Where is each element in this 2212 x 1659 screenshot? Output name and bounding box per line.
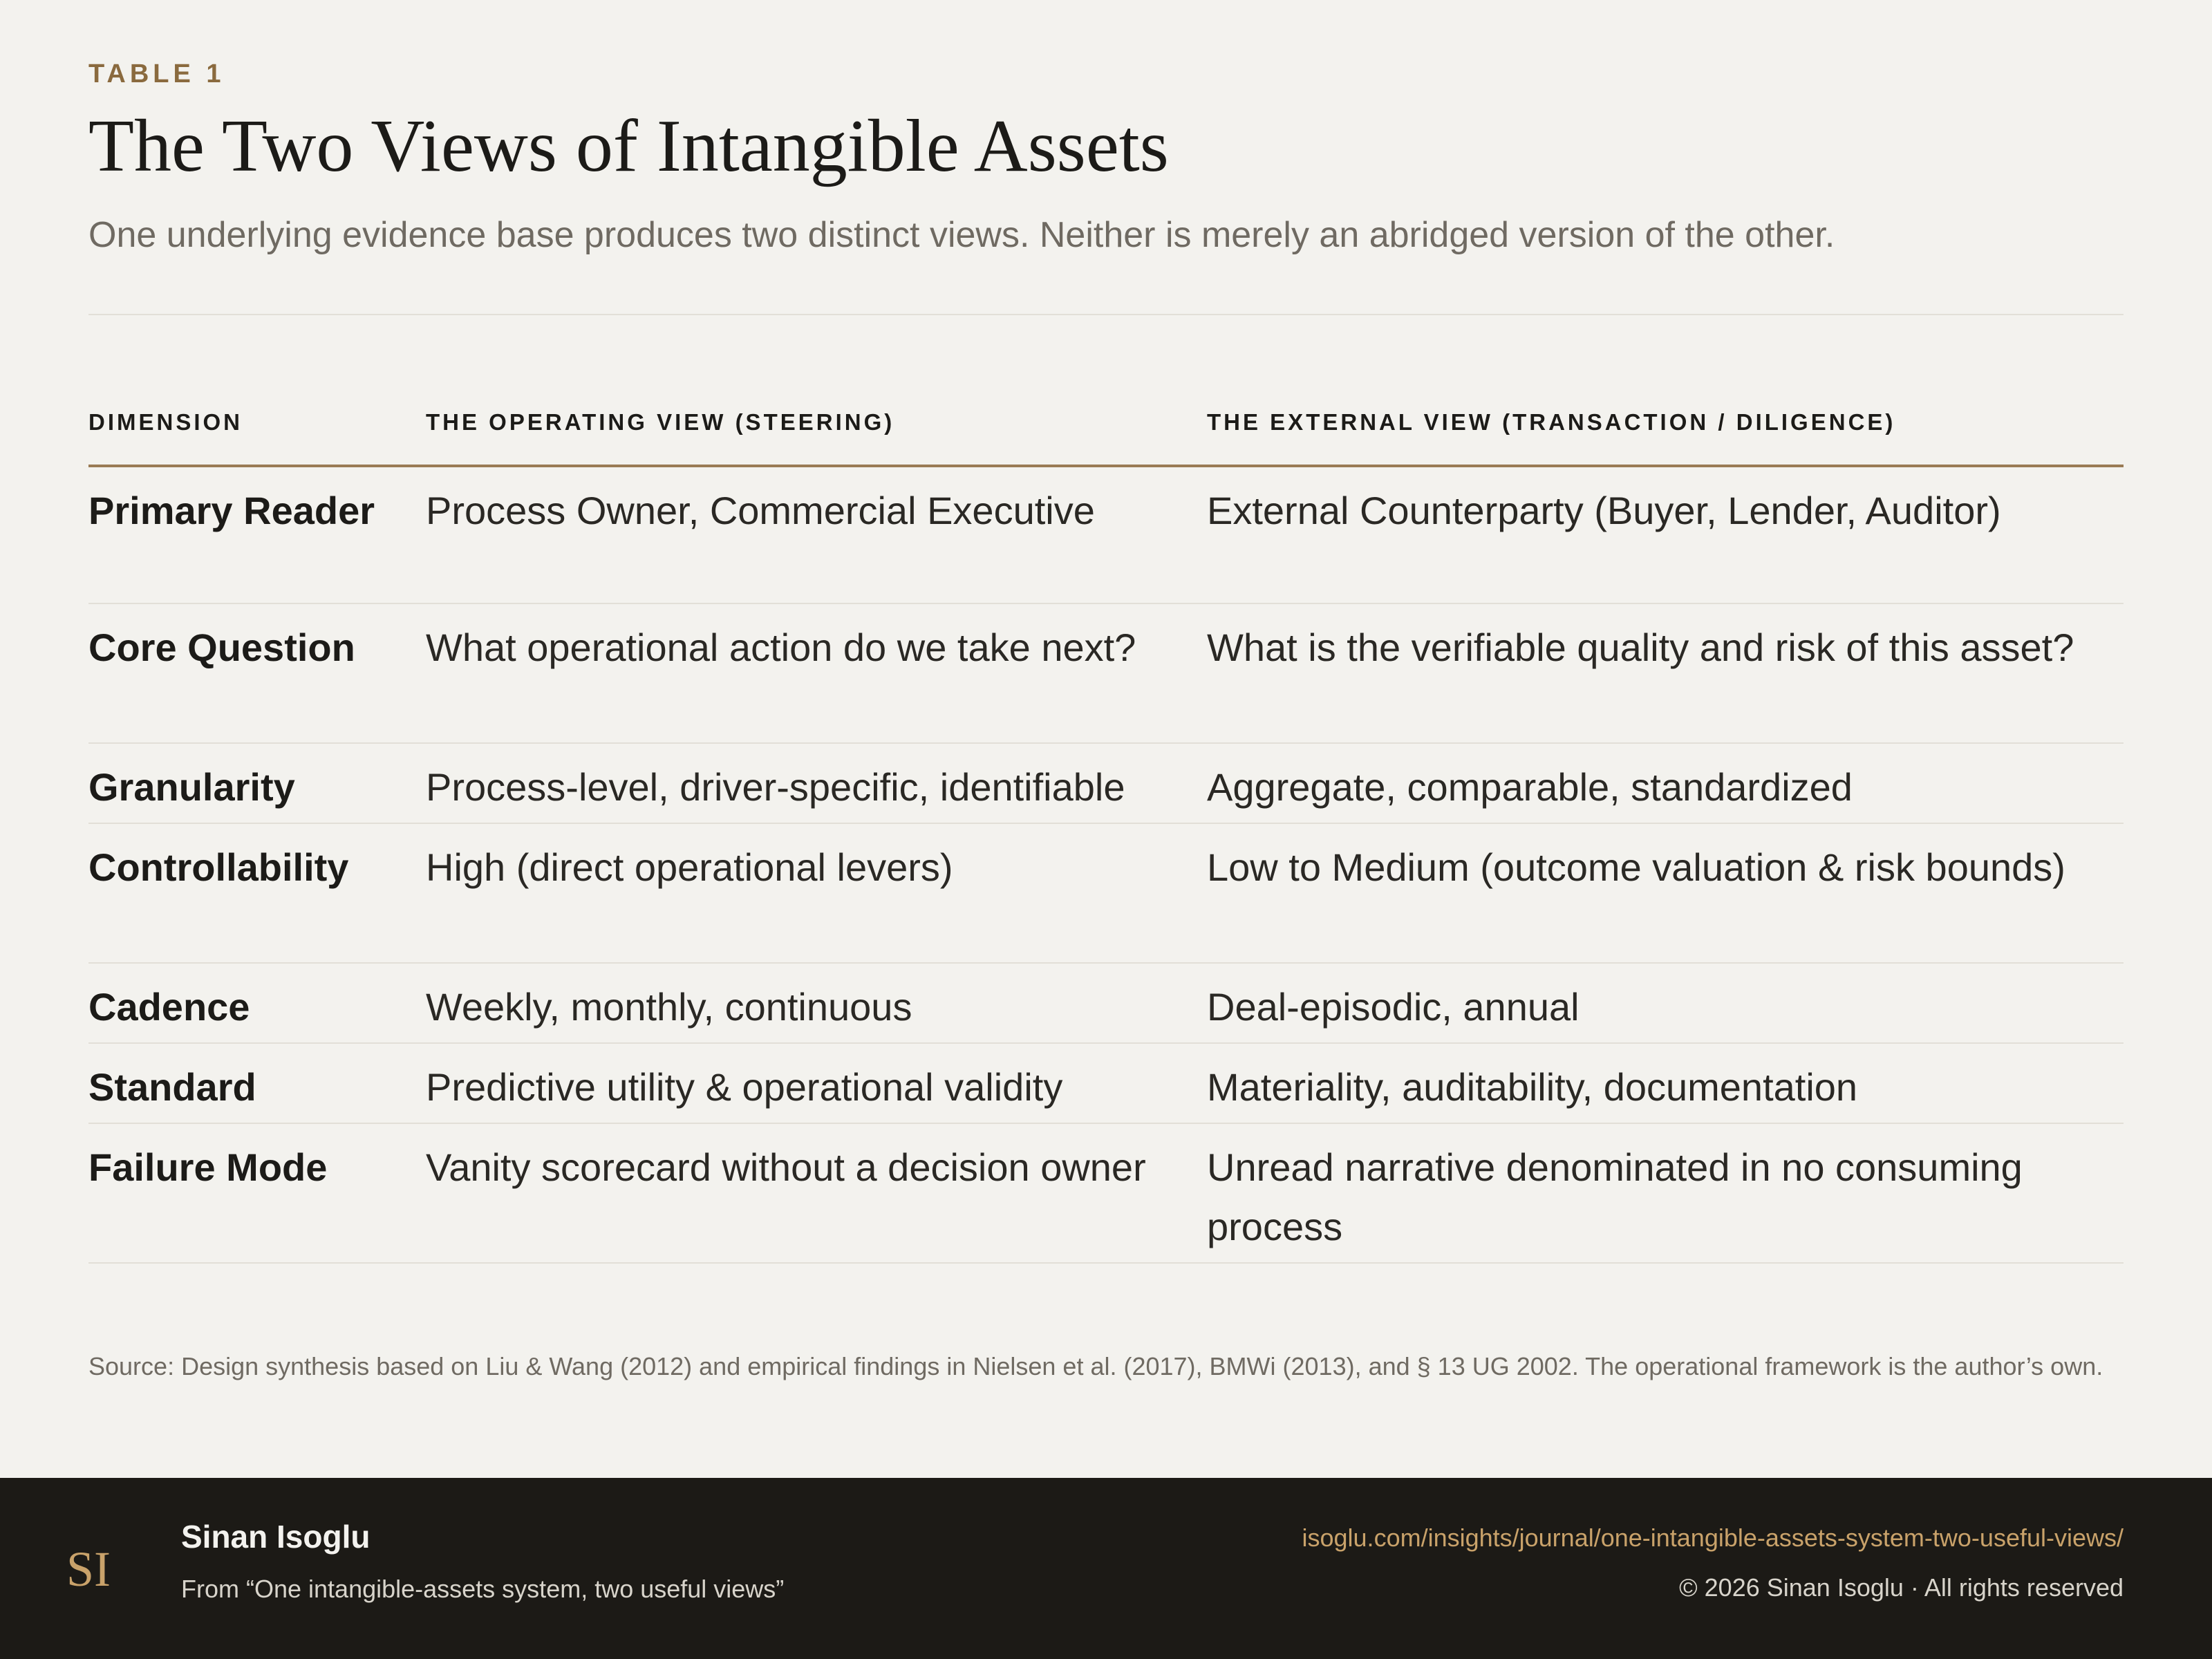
table-row bbox=[88, 467, 2124, 604]
row-dimension: Controllability bbox=[88, 845, 349, 889]
table-header bbox=[88, 409, 2124, 467]
footer bbox=[0, 1478, 2212, 1659]
table-row bbox=[88, 1124, 2124, 1264]
source-note: Source: Design synthesis based on Liu & Wang (2012) and empirical findings in Nielsen et al. (2017), BMWi (2013), and § 13 UG 2002. The operational framework is the author’s own. bbox=[88, 1352, 2103, 1380]
table-row bbox=[88, 964, 2124, 1044]
row-operating: Process Owner, Commercial Executive bbox=[426, 489, 1095, 532]
copyright: © 2026 Sinan Isoglu · All rights reserved bbox=[1679, 1573, 2124, 1602]
row-operating: High (direct operational levers) bbox=[426, 845, 953, 889]
table-body bbox=[88, 467, 2124, 1264]
row-external: Deal-episodic, annual bbox=[1207, 985, 1580, 1029]
page-subtitle: One underlying evidence base produces two distinct views. Neither is merely an abridged version of the other. bbox=[88, 215, 1835, 255]
row-external: Low to Medium (outcome valuation & risk bounds) bbox=[1207, 845, 2065, 889]
column-header-dimension: DIMENSION bbox=[88, 409, 243, 435]
row-dimension: Standard bbox=[88, 1065, 256, 1109]
row-operating: Predictive utility & operational validity bbox=[426, 1065, 1063, 1109]
row-dimension: Cadence bbox=[88, 985, 250, 1029]
row-dimension: Failure Mode bbox=[88, 1145, 328, 1189]
row-operating: Weekly, monthly, continuous bbox=[426, 985, 912, 1029]
article-reference: From “One intangible-assets system, two useful views” bbox=[181, 1575, 785, 1603]
table-label: TABLE 1 bbox=[88, 59, 225, 88]
logo-text: SI bbox=[66, 1541, 111, 1595]
row-dimension: Primary Reader bbox=[88, 489, 375, 532]
column-header-external-view: THE EXTERNAL VIEW (TRANSACTION / DILIGENCE) bbox=[1207, 409, 1896, 435]
column-header-operating-view: THE OPERATING VIEW (STEERING) bbox=[426, 409, 895, 435]
row-external: External Counterparty (Buyer, Lender, Auditor) bbox=[1207, 489, 2001, 532]
table-row bbox=[88, 744, 2124, 824]
row-external: Unread narrative denominated in no consuming process bbox=[1207, 1145, 2023, 1248]
row-dimension: Core Question bbox=[88, 626, 355, 669]
row-operating: What operational action do we take next? bbox=[426, 626, 1136, 669]
article-link[interactable]: isoglu.com/insights/journal/one-intangible-assets-system-two-useful-views/ bbox=[1302, 1524, 2124, 1552]
author-name: Sinan Isoglu bbox=[181, 1519, 371, 1555]
row-dimension: Granularity bbox=[88, 765, 295, 809]
monogram-logo bbox=[64, 1540, 116, 1595]
table-row bbox=[88, 1044, 2124, 1124]
table-row bbox=[88, 604, 2124, 744]
row-external: Materiality, auditability, documentation bbox=[1207, 1065, 1858, 1109]
page-title: The Two Views of Intangible Assets bbox=[88, 105, 1169, 187]
divider bbox=[88, 314, 2124, 315]
row-operating: Vanity scorecard without a decision owner bbox=[426, 1145, 1146, 1189]
row-external: What is the verifiable quality and risk of this asset? bbox=[1207, 626, 2074, 669]
table-row bbox=[88, 824, 2124, 964]
row-external: Aggregate, comparable, standardized bbox=[1207, 765, 1853, 809]
row-operating: Process-level, driver-specific, identifiable bbox=[426, 765, 1125, 809]
